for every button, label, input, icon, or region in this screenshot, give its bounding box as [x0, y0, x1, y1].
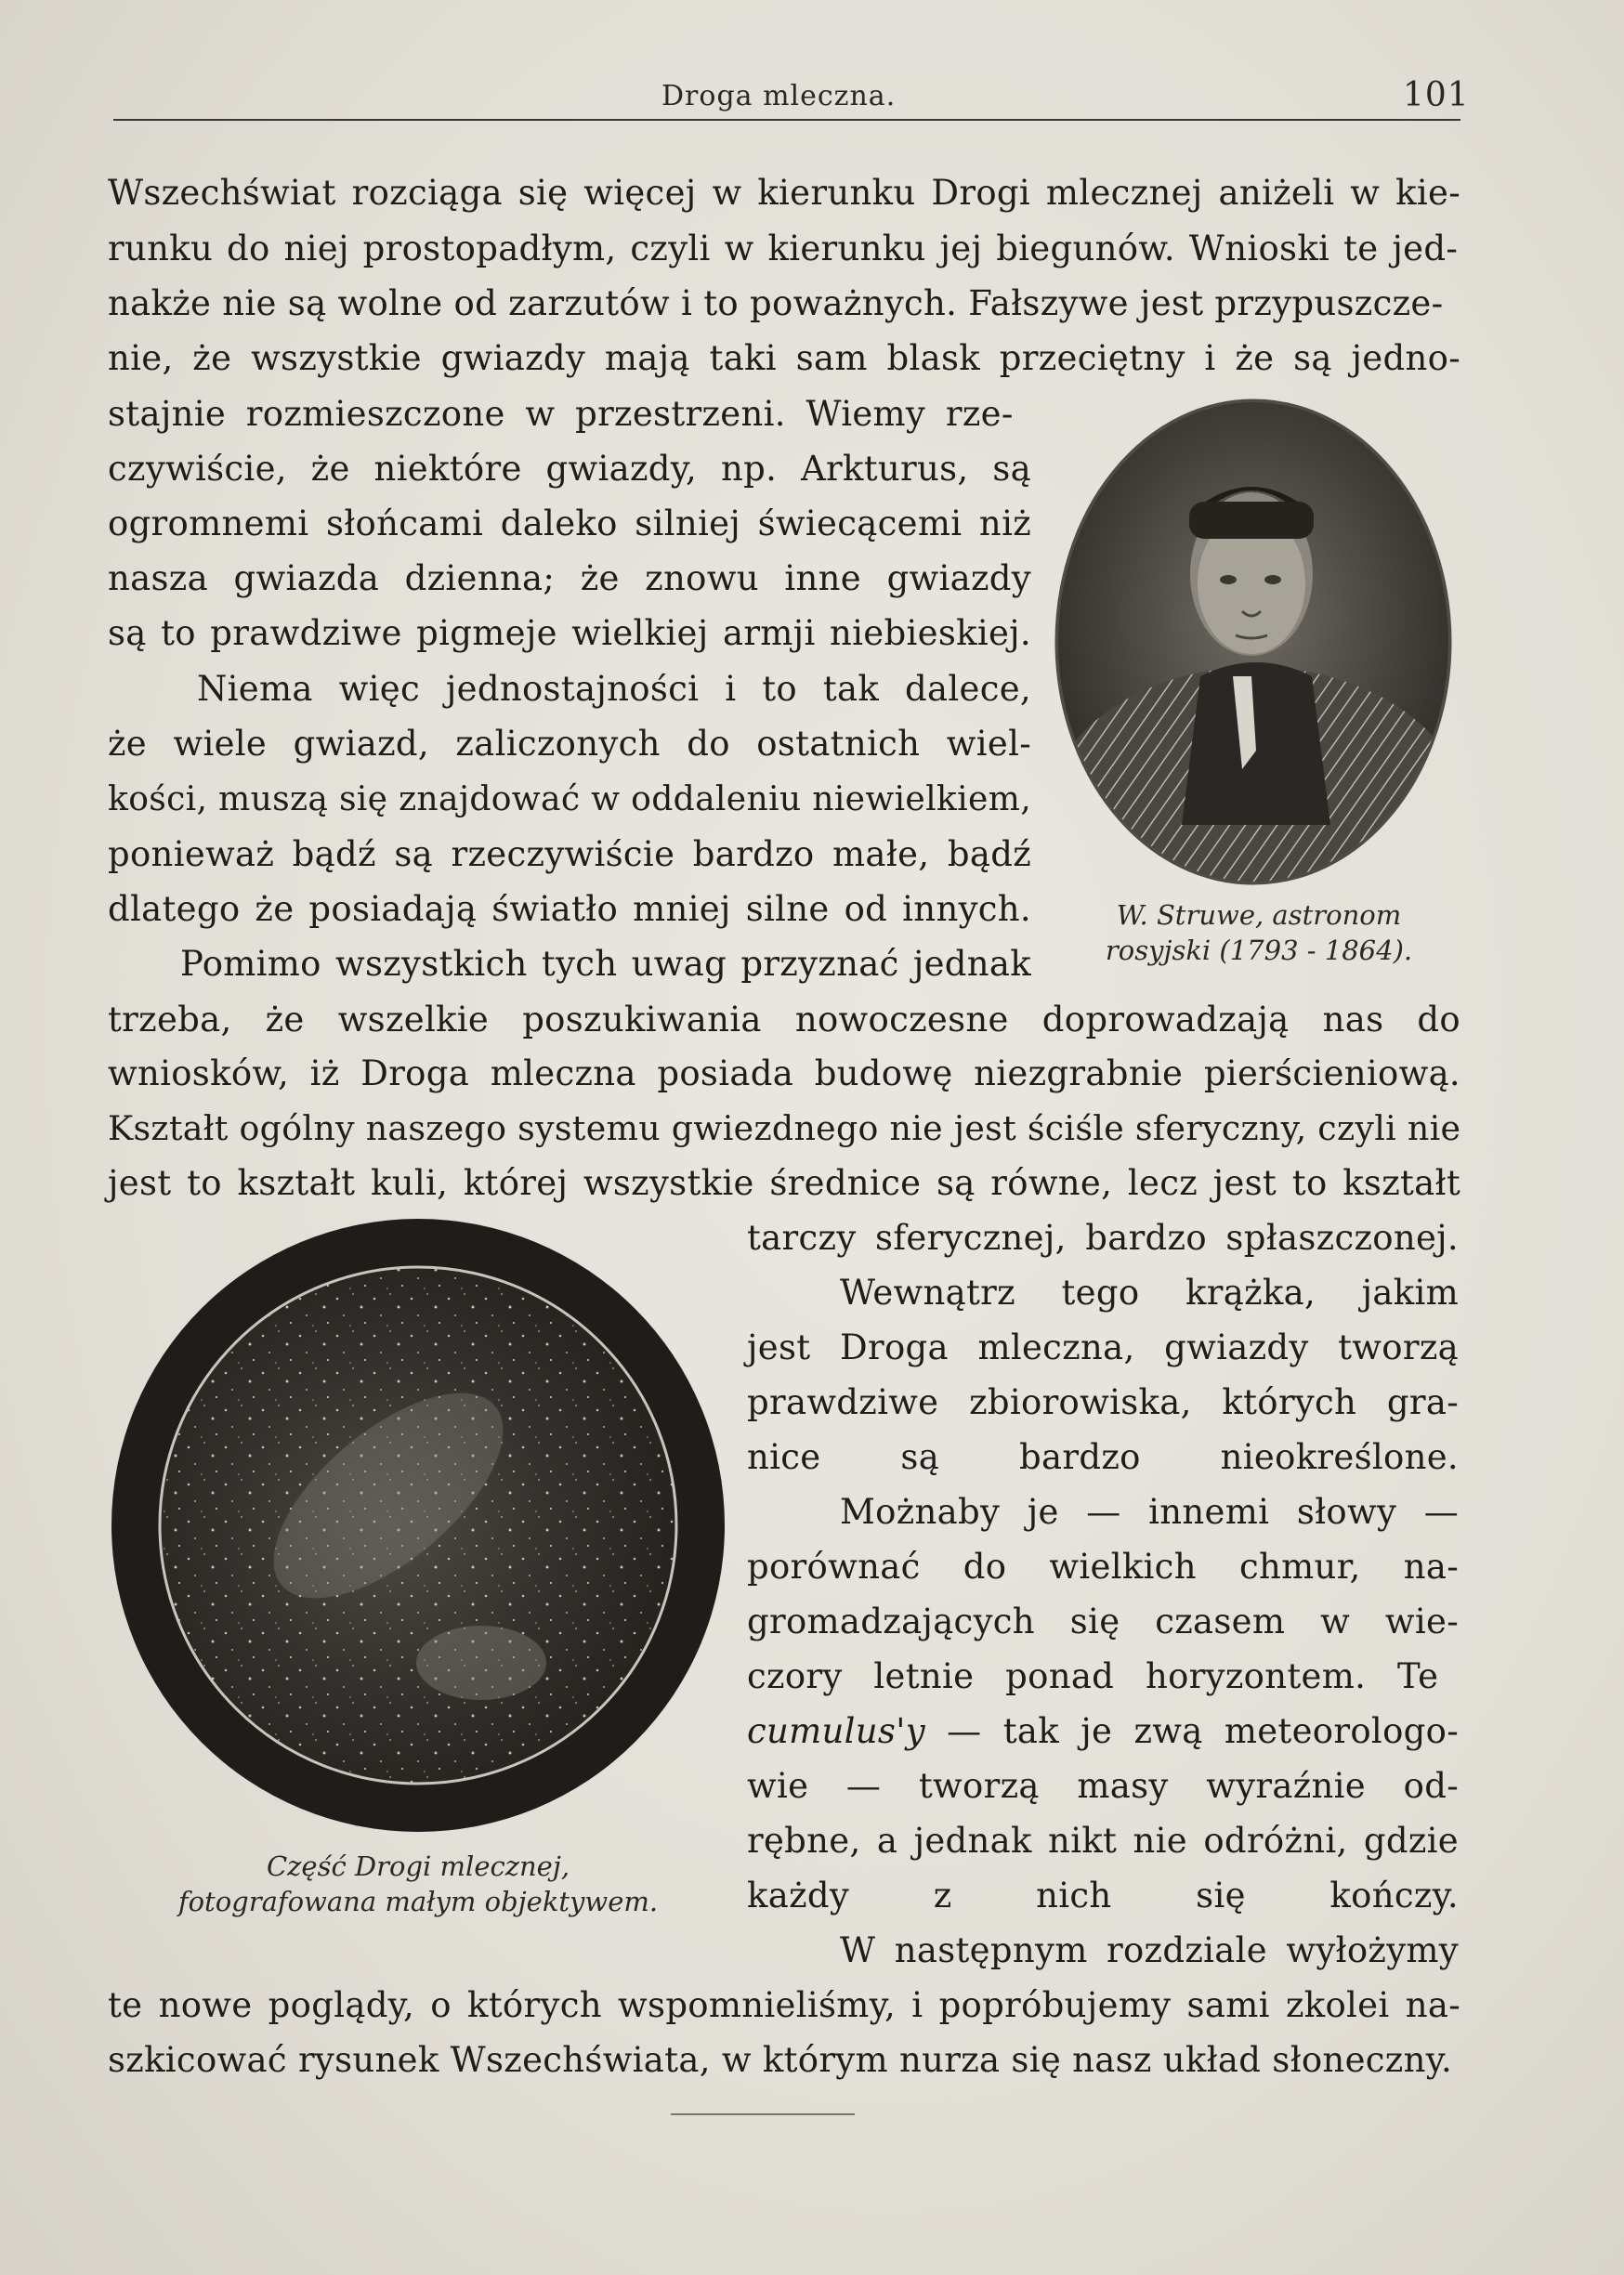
- milky-caption-line2: fotografowana małym objektywem.: [177, 1886, 659, 1917]
- milky-caption-line1: Część Drogi mlecznej,: [266, 1850, 570, 1882]
- text-line: Kształt ogólny naszego systemu gwiezdnego nie jest ściśle sferyczny, czyli nie: [108, 1108, 1461, 1148]
- text-line: wie — tworzą masy wyraźnie od-: [747, 1766, 1459, 1806]
- text-line: dlatego że posiadają światło mniej silne od innych.: [108, 889, 1031, 929]
- text-line: tarczy sferycznej, bardzo spłaszczonej.: [747, 1218, 1459, 1258]
- text-line: ogromnemi słońcami daleko silniej świecącemi niż: [108, 503, 1031, 543]
- text-line: Wewnątrz tego krążka, jakim: [840, 1273, 1459, 1313]
- page-number: 101: [1403, 76, 1470, 114]
- text-line: gromadzających się czasem w wie-: [747, 1602, 1459, 1641]
- text-line: wniosków, iż Droga mleczna posiada budowę niezgrabnie pierścieniową.: [108, 1053, 1460, 1093]
- text-line: kości, muszą się znajdować w oddaleniu niewielkiem,: [108, 778, 1031, 818]
- text-line: Możnaby je — innemi słowy —: [840, 1492, 1459, 1532]
- cumulus-word: cumulus'y: [747, 1711, 925, 1751]
- end-rule: [671, 2113, 855, 2115]
- text-line: porównać do wielkich chmur, na-: [747, 1547, 1459, 1587]
- text-line: Wszechświat rozciąga się więcej w kierunku Drogi mlecznej aniżeli w kie-: [108, 173, 1460, 213]
- text-line: nie, że wszystkie gwiazdy mają taki sam blask przeciętny i że są jedno-: [108, 338, 1460, 378]
- text-line: są to prawdziwe pigmeje wielkiej armji niebieskiej.: [108, 613, 1031, 653]
- text-line: te nowe poglądy, o których wspomnieliśmy, i popróbujemy sami zkolei na-: [108, 1985, 1460, 2025]
- text-line: ponieważ bądź są rzeczywiście bardzo małe, bądź: [108, 834, 1031, 874]
- text-line: nasza gwiazda dzienna; że znowu inne gwiazdy: [108, 558, 1031, 598]
- text-line: prawdziwe zbiorowiska, których gra-: [747, 1382, 1459, 1422]
- text-line: Niema więc jednostajności i to tak dalece,: [197, 669, 1031, 709]
- text-line: jest Droga mleczna, gwiazdy tworzą: [747, 1327, 1459, 1367]
- text-line: każdy z nich się kończy.: [747, 1876, 1459, 1915]
- text-line: jest to kształt kuli, której wszystkie średnice są równe, lecz jest to kształt: [108, 1163, 1460, 1203]
- text-line: trzeba, że wszelkie poszukiwania nowoczesne doprowadzają nas do: [108, 1000, 1460, 1039]
- text-line: Pomimo wszystkich tych uwag przyznać jednak: [180, 944, 1031, 984]
- portrait-illustration: [1052, 398, 1455, 886]
- text-line: rębne, a jednak nikt nie odróżni, gdzie: [747, 1821, 1459, 1861]
- text-line: cumulus'y — tak je zwą meteorologo-: [747, 1711, 1460, 1751]
- running-title: Droga mleczna.: [661, 80, 897, 112]
- portrait-caption-line1: W. Struwe, astronom: [1116, 899, 1402, 931]
- text-line: runku do niej prostopadłym, czyli w kierunku jej biegunów. Wnioski te jed-: [108, 229, 1459, 268]
- text-line: stajnie rozmieszczone w przestrzeni. Wiemy rze-: [108, 394, 1014, 434]
- text-line: że wiele gwiazd, zaliczonych do ostatnich wiel-: [108, 724, 1031, 764]
- text-line: W następnym rozdziale wyłożymy: [840, 1930, 1459, 1970]
- text-line: nakże nie są wolne od zarzutów i to poważnych. Fałszywe jest przypuszcze-: [108, 283, 1444, 323]
- text-line: nice są bardzo nieokreślone.: [747, 1437, 1459, 1477]
- header-rule: [113, 119, 1460, 121]
- milky-way-photo: [110, 1217, 727, 1834]
- text-line: czory letnie ponad horyzontem. Te: [747, 1656, 1439, 1696]
- text-line: czywiście, że niektóre gwiazdy, np. Arkturus, są: [108, 449, 1031, 489]
- text-line: szkicować rysunek Wszechświata, w którym nurza się nasz układ słoneczny.: [108, 2040, 1453, 2080]
- portrait-caption-line2: rosyjski (1793 - 1864).: [1105, 935, 1413, 966]
